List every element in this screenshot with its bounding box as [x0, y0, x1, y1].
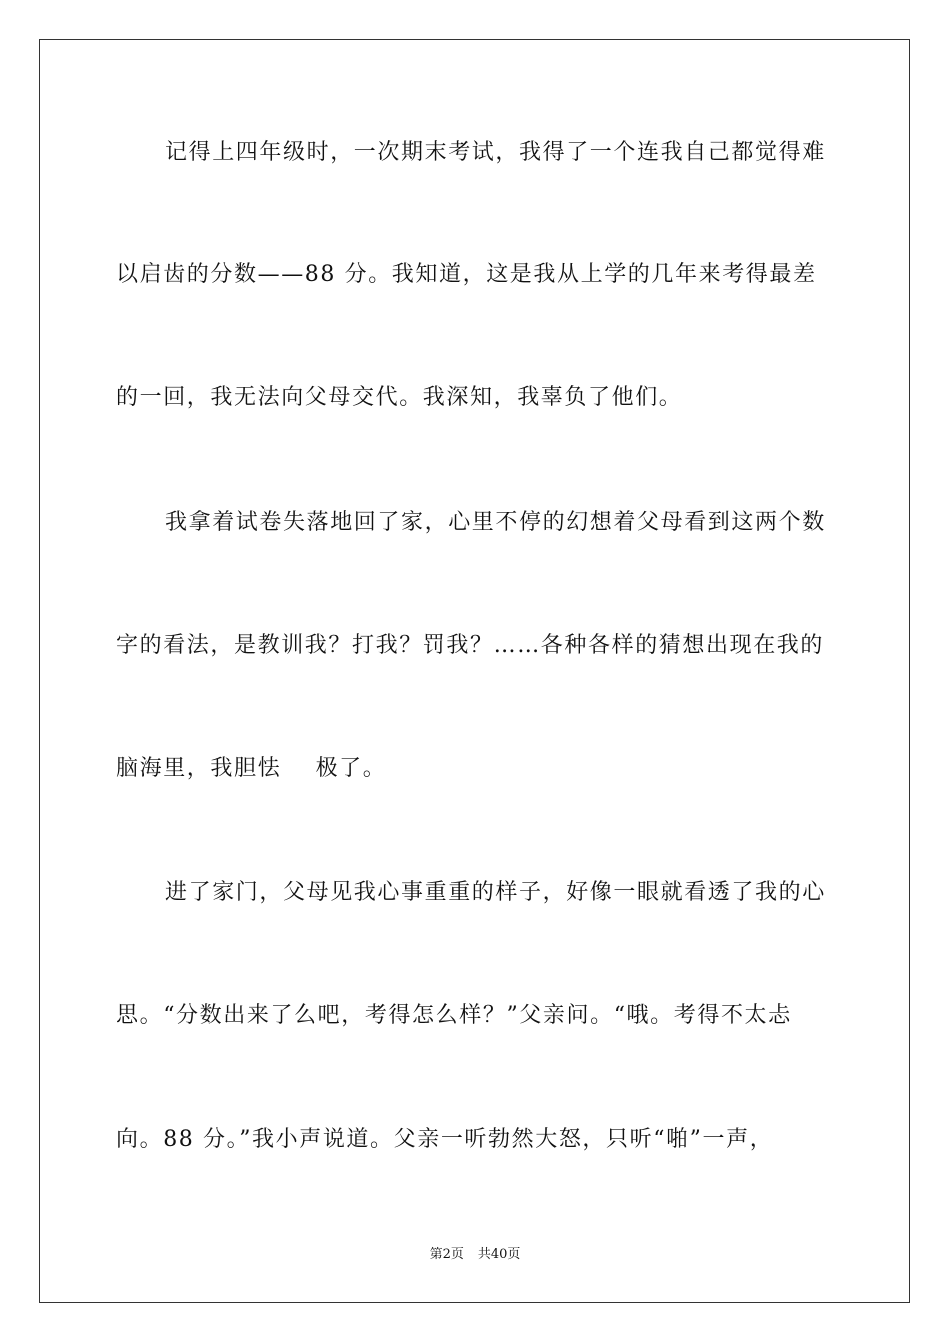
paragraph-3-line-2: 思。“分数出来了么吧，考得怎么样？”父亲问。“哦。考得不太忐	[116, 1003, 792, 1028]
paragraph-3-line-3: 向。88 分。”我小声说道。父亲一听勃然大怒，只听“啪”一声，	[116, 1127, 774, 1152]
paragraph-1-line-3: 的一回，我无法向父母交代。我深知，我辜负了他们。	[116, 385, 683, 410]
paragraph-3-line-1: 进了家门，父母见我心事重重的样子，好像一眼就看透了我的心	[165, 880, 826, 905]
total-pages: 共40页	[477, 1247, 521, 1262]
page-footer	[0, 1246, 950, 1264]
paragraph-1-line-2: 以启齿的分数——88 分。我知道，这是我从上学的几年来考得最差	[116, 262, 817, 287]
page-number: 第2页	[429, 1247, 464, 1262]
paragraph-1-line-1: 记得上四年级时，一次期末考试，我得了一个连我自己都觉得难	[165, 140, 826, 165]
page-border	[39, 39, 910, 1303]
paragraph-2-line-1: 我拿着试卷失落地回了家，心里不停的幻想着父母看到这两个数	[165, 510, 826, 535]
paragraph-2-line-3: 脑海里，我胆怯 极了。	[116, 756, 387, 781]
paragraph-2-line-2: 字的看法，是教训我？打我？罚我？……各种各样的猜想出现在我的	[116, 633, 825, 658]
